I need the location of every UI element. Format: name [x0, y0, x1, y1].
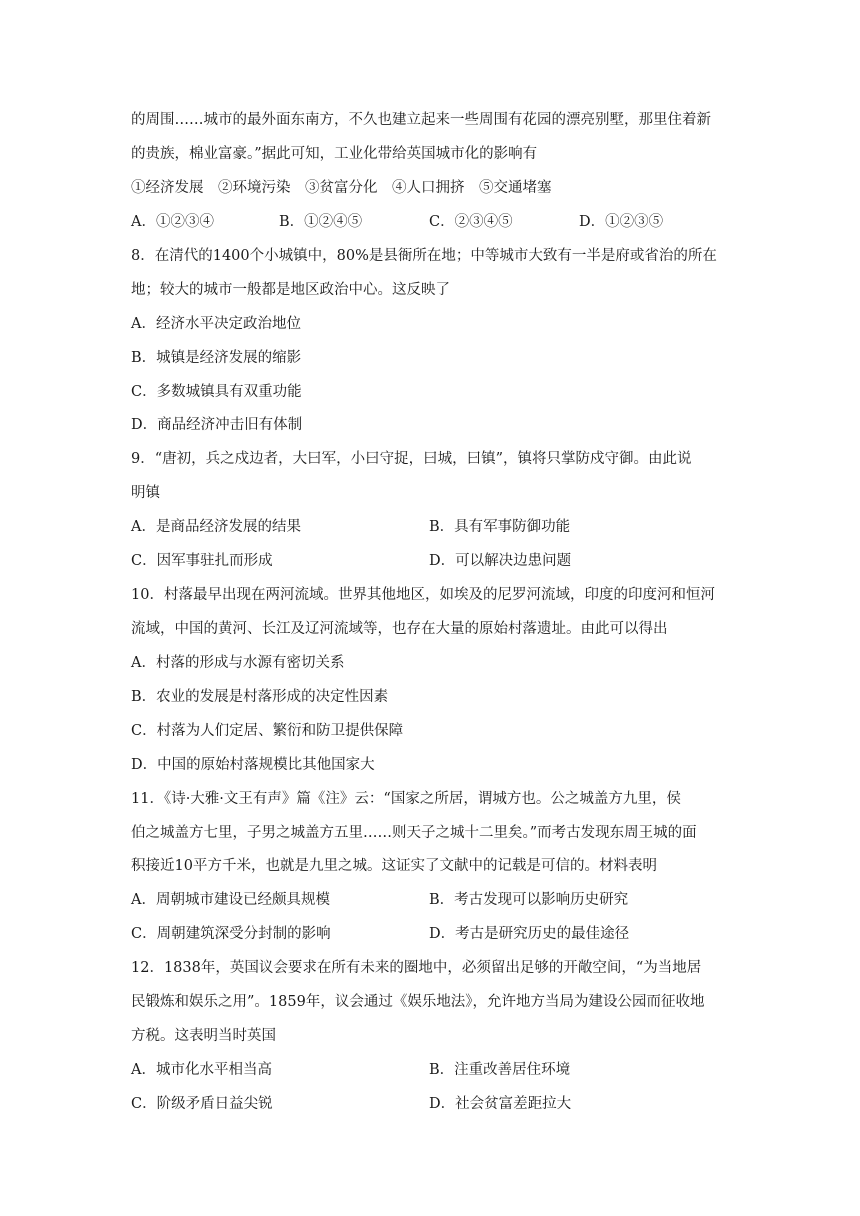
q8-stem-line2: 地；较大的城市一般都是地区政治中心。这反映了 [131, 282, 450, 298]
q11-options-row2 [131, 924, 731, 944]
q12-stem-line3: 方税。这表明当时英国 [131, 1028, 276, 1044]
q10-option-c: C．村落为人们定居、繁衍和防卫提供保障 [131, 723, 404, 739]
q12-option-d: D．社会贫富差距拉大 [429, 1096, 572, 1112]
q11-stem-line2: 伯之城盖方七里，子男之城盖方五里……则天子之城十二里矣。”而考古发现东周王城的面 [131, 825, 697, 841]
q8-option-d: D．商品经济冲击旧有体制 [131, 417, 303, 433]
q11-stem-line3: 积接近10平方千米，也就是九里之城。这证实了文献中的记载是可信的。材料表明 [131, 858, 657, 874]
q11-option-d: D．考古是研究历史的最佳途径 [429, 926, 630, 942]
q9-stem-line2: 明镇 [131, 485, 160, 501]
q10-option-b: B．农业的发展是村落形成的决定性因素 [131, 689, 389, 705]
q11-options-row1 [131, 890, 731, 910]
q7-option-b: B．①②④⑤ [279, 214, 363, 230]
q10-stem-line1: 10．村落最早出现在两河流域。世界其他地区，如埃及的尼罗河流域，印度的印度河和恒河 [131, 587, 715, 603]
q12-option-c: C．阶级矛盾日益尖锐 [131, 1096, 273, 1112]
q10-option-d: D．中国的原始村落规模比其他国家大 [131, 757, 375, 773]
q7-option-a: A．①②③④ [131, 214, 214, 230]
q9-options-row2 [131, 551, 731, 571]
q8-option-c: C．多数城镇具有双重功能 [131, 384, 302, 400]
q12-option-a: A．城市化水平相当高 [131, 1062, 272, 1078]
q9-option-d: D．可以解决边患问题 [429, 553, 572, 569]
q7-option-c: C．②③④⑤ [429, 214, 513, 230]
q10-stem-line2: 流域，中国的黄河、长江及辽河流域等，也存在大量的原始村落遗址。由此可以得出 [131, 621, 668, 637]
q7-stem-line1: 的周围……城市的最外面东南方，不久也建立起来一些周围有花园的漂亮别墅，那里住着新 [131, 112, 711, 128]
q8-stem-line1: 8．在清代的1400个小城镇中，80%是县衙所在地；中等城市大致有一半是府或省治的所在 [131, 248, 717, 264]
q8-option-b: B．城镇是经济发展的缩影 [131, 350, 302, 366]
q10-option-a: A．村落的形成与水源有密切关系 [131, 655, 345, 671]
q9-option-a: A．是商品经济发展的结果 [131, 519, 301, 535]
q7-option-d: D．①②③⑤ [579, 214, 664, 230]
q9-option-c: C．因军事驻扎而形成 [131, 553, 273, 569]
q11-option-a: A．周朝城市建设已经颇具规模 [131, 892, 330, 908]
q12-option-b: B．注重改善居住环境 [429, 1062, 571, 1078]
q11-option-c: C．周朝建筑深受分封制的影响 [131, 926, 331, 942]
q9-option-b: B．具有军事防御功能 [429, 519, 571, 535]
q8-option-a: A．经济水平决定政治地位 [131, 316, 301, 332]
q9-options-row1 [131, 517, 731, 537]
q12-stem-line2: 民锻炼和娱乐之用”。1859年，议会通过《娱乐地法》，允许地方当局为建设公园而征收地 [131, 994, 705, 1010]
q9-stem-line1: 9．“唐初，兵之戍边者，大曰军，小曰守捉，曰城，曰镇”，镇将只掌防戍守御。由此说 [131, 451, 692, 467]
q7-options [131, 212, 731, 232]
q7-items: ①经济发展 ②环境污染 ③贫富分化 ④人口拥挤 ⑤交通堵塞 [131, 180, 552, 196]
q12-options-row2 [131, 1094, 731, 1114]
q12-options-row1 [131, 1060, 731, 1080]
q11-stem-line1: 11．《诗·大雅·文王有声》篇《注》云：“国家之所居，谓城方也。公之城盖方九里，侯 [131, 791, 681, 807]
q12-stem-line1: 12．1838年，英国议会要求在所有未来的圈地中，必须留出足够的开敞空间，“为当地居 [131, 960, 702, 976]
q7-stem-line2: 的贵族，棉业富豪。”据此可知，工业化带给英国城市化的影响有 [131, 146, 538, 162]
q11-option-b: B．考古发现可以影响历史研究 [429, 892, 629, 908]
